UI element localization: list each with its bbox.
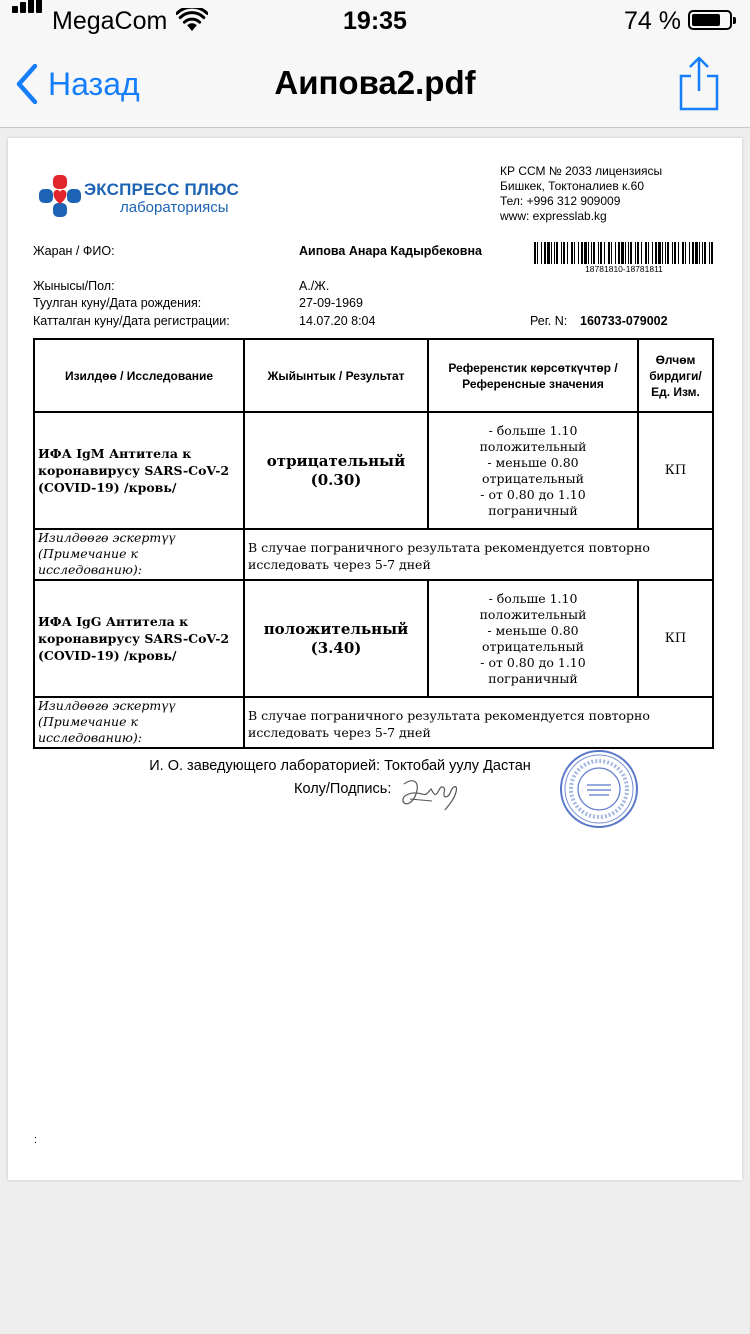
battery-percentage: 74 % — [624, 7, 681, 35]
registration-label: Катталган куну/Дата регистрации: — [33, 314, 230, 328]
lab-logo-name: ЭКСПРЕСС ПЛЮС — [84, 180, 240, 199]
pdf-page[interactable] — [8, 138, 742, 1180]
reference-line: - меньше 0.80 — [487, 622, 579, 638]
sex-value: А./Ж. — [299, 279, 330, 293]
header-unit: Өлчөм бирдиги/ Ед. Изм. — [638, 339, 713, 412]
carrier-name: MegaCom — [52, 7, 168, 35]
result-value: (3.40) — [310, 638, 362, 657]
reference-line: положительный — [479, 438, 587, 454]
note-row — [34, 529, 713, 580]
navigation-bar — [0, 40, 750, 128]
unit-cell: КП — [638, 412, 713, 529]
reference-line: положительный — [479, 606, 587, 622]
patient-name-label: Жаран / ФИО: — [33, 244, 115, 258]
handwritten-signature — [398, 774, 468, 814]
result-cell — [244, 580, 428, 697]
note-row — [34, 697, 713, 748]
result-value: (0.30) — [310, 470, 362, 489]
round-seal-stamp — [558, 748, 640, 830]
unit-cell: КП — [638, 580, 713, 697]
test-name: ИФА IgG Антитела к коронавирусу SARS-CoV-2 (COVID-19) /кровь/ — [34, 580, 244, 697]
phone-line: Тел: +996 312 909009 — [500, 194, 621, 208]
barcode-number: 18781810-18781811 — [585, 264, 663, 274]
reference-line: пограничный — [488, 502, 578, 518]
reg-number-label: Рег. N: — [530, 314, 568, 328]
license-line: КР ССМ № 2033 лицензиясы — [500, 164, 663, 178]
table-header-row — [34, 339, 713, 412]
reference-line: - меньше 0.80 — [487, 454, 579, 470]
dob-label: Туулган куну/Дата рождения: — [33, 296, 202, 310]
registration-date: 14.07.20 8:04 — [299, 314, 376, 328]
page-footer-mark: : — [34, 1134, 38, 1146]
note-label: Изилдөөгө эскертүү (Примечание к исследованию): — [34, 697, 244, 748]
signature-label: Колу/Подпись: — [294, 781, 392, 797]
note-text: В случае пограничного результата рекомендуется повторно исследовать через 5-7 дней — [244, 697, 713, 748]
table-row — [34, 580, 713, 697]
reference-line: отрицательный — [482, 638, 584, 654]
lab-head-line: И. О. заведующего лабораторией: Токтобай уулу Дастан — [149, 758, 531, 774]
note-text: В случае пограничного результата рекомендуется повторно исследовать через 5-7 дней — [244, 529, 713, 580]
results-table — [33, 338, 714, 749]
reference-line: - больше 1.10 — [488, 590, 578, 606]
test-name: ИФА IgM Антитела к коронавирусу SARS-CoV-2 (COVID-19) /кровь/ — [34, 412, 244, 529]
reference-line: - от 0.80 до 1.10 — [480, 486, 586, 502]
patient-name: Аипова Анара Кадырбековна — [299, 244, 482, 258]
reference-line: - от 0.80 до 1.10 — [480, 654, 586, 670]
reference-cell — [428, 580, 638, 697]
header-test: Изилдөө / Исследование — [34, 339, 244, 412]
note-label: Изилдөөгө эскертүү (Примечание к исследованию): — [34, 529, 244, 580]
reference-line: пограничный — [488, 670, 578, 686]
table-row — [34, 412, 713, 529]
reference-line: отрицательный — [482, 470, 584, 486]
website-line: www: expresslab.kg — [500, 209, 607, 223]
address-line: Бишкек, Токтоналиев к.60 — [500, 179, 644, 193]
back-button-label: Назад — [48, 65, 140, 102]
reference-cell — [428, 412, 638, 529]
result-text: положительный — [263, 619, 409, 638]
share-icon[interactable] — [676, 56, 722, 112]
battery-icon — [688, 10, 732, 30]
result-cell — [244, 412, 428, 529]
dob-value: 27-09-1969 — [299, 296, 363, 310]
result-text: отрицательный — [266, 451, 406, 470]
header-reference: Референстик көрсөткүчтөр / Референсные значения — [428, 339, 638, 412]
sex-label: Жынысы/Пол: — [33, 279, 115, 293]
clock: 19:35 — [343, 7, 407, 35]
header-result: Жыйынтык / Результат — [244, 339, 428, 412]
barcode — [534, 242, 714, 264]
status-bar — [0, 0, 750, 40]
reference-line: - больше 1.10 — [488, 422, 578, 438]
license-info — [500, 164, 662, 224]
reg-number: 160733-079002 — [580, 314, 668, 328]
heart-cross-logo-icon — [38, 174, 82, 218]
document-title: Аипова2.pdf — [274, 64, 476, 101]
lab-logo-subtitle: лабораториясы — [120, 199, 229, 216]
